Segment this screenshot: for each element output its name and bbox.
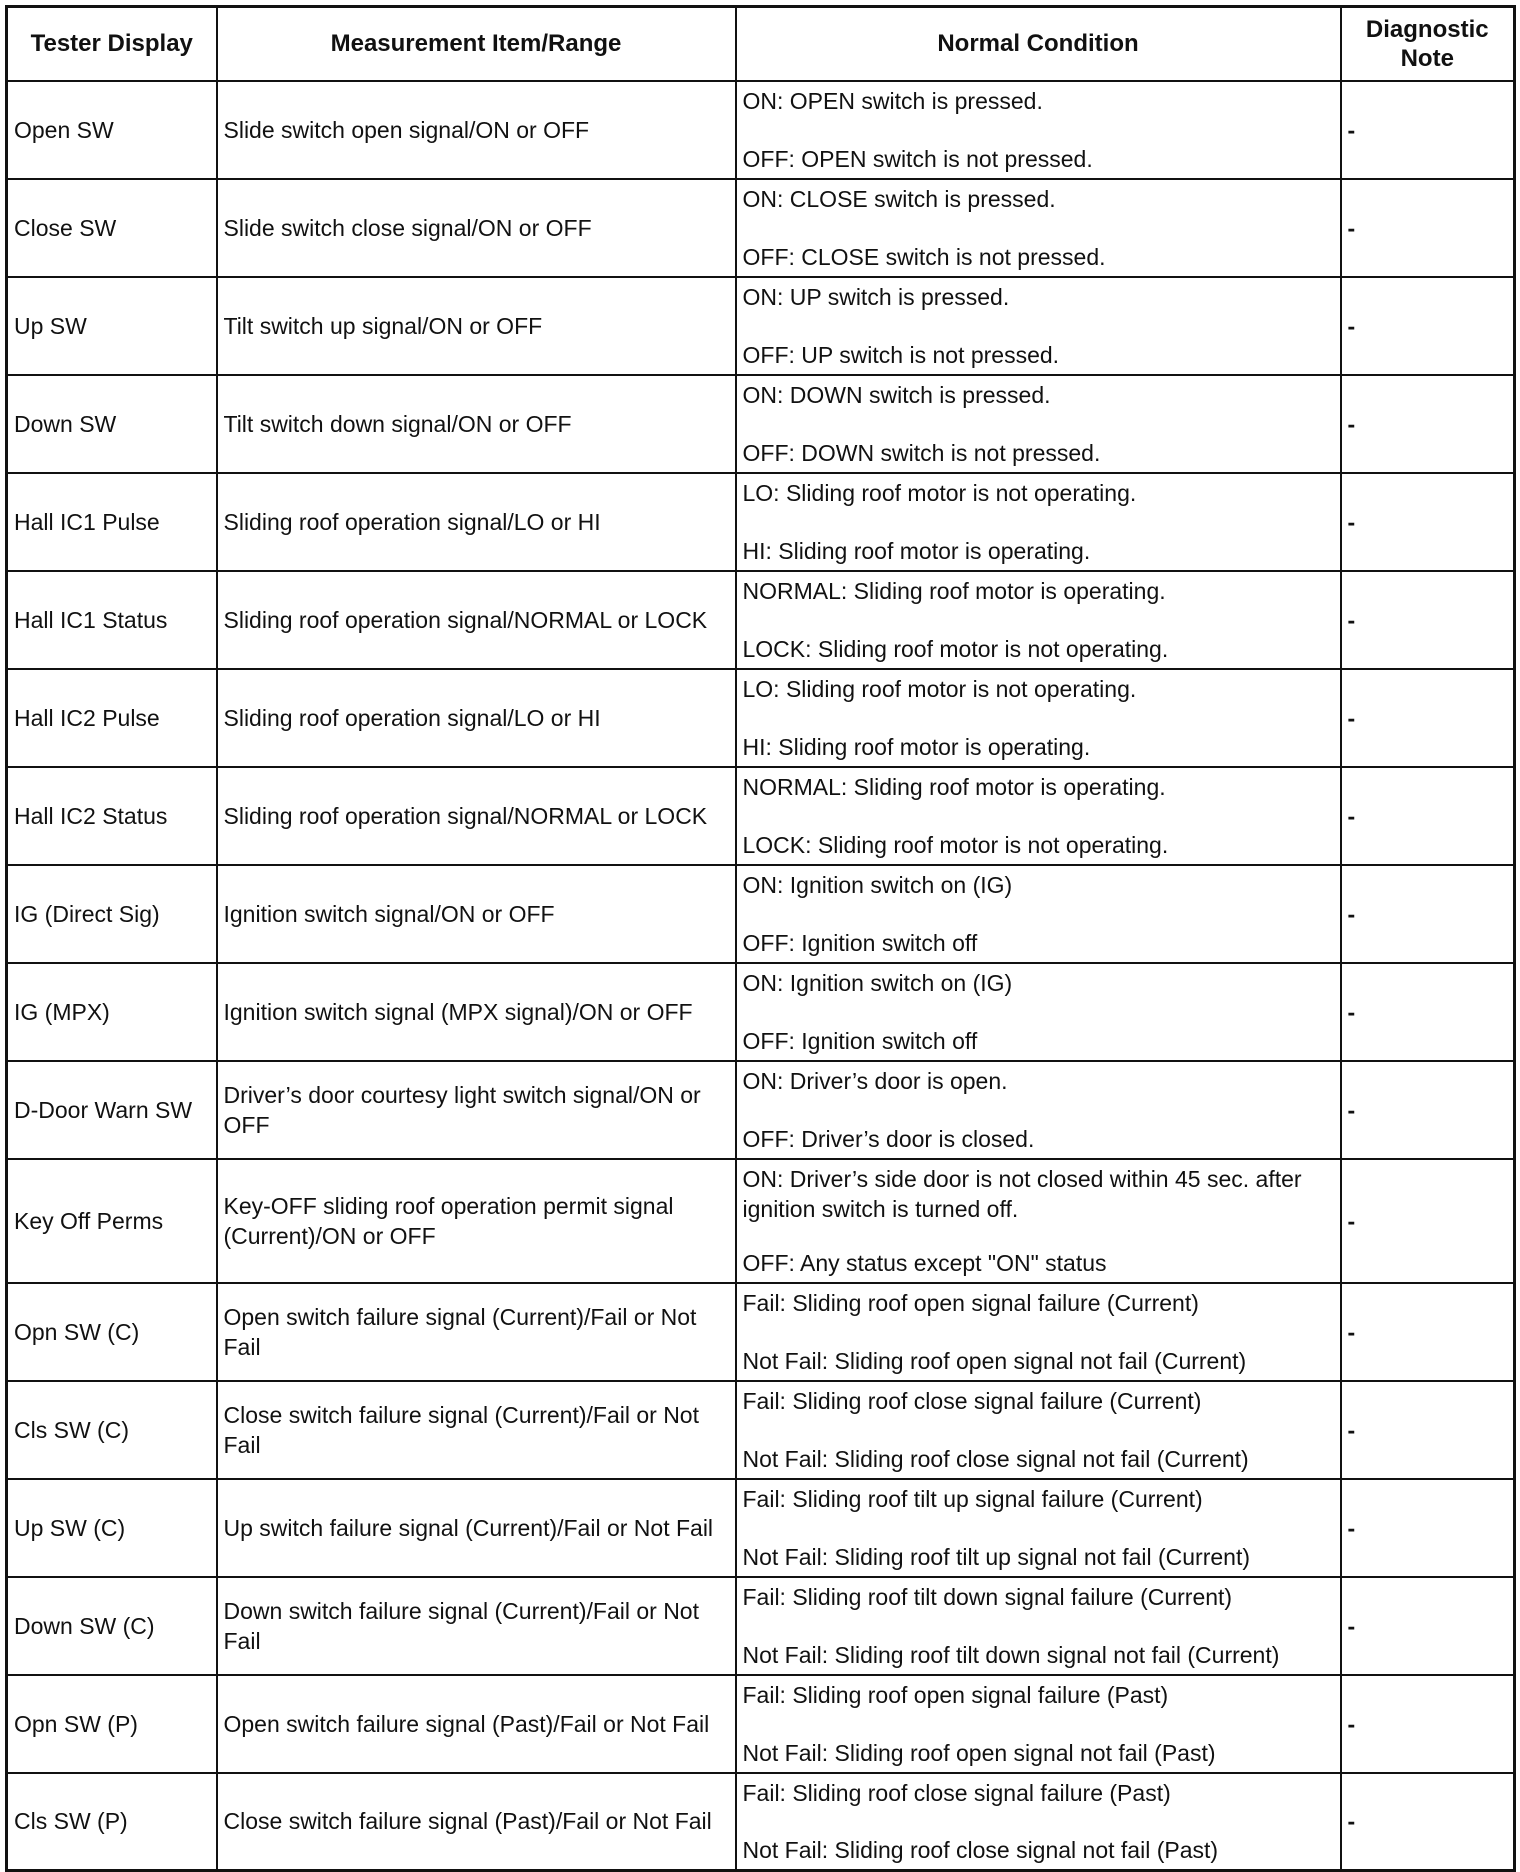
measurement-cell: Down switch failure signal (Current)/Fail or Not Fail [217,1577,736,1675]
table-row [7,179,1515,277]
tester-display-cell: D-Door Warn SW [7,1061,217,1159]
table-row [7,1283,1515,1381]
normal-condition-cell [736,375,1341,473]
condition-line-1: ON: UP switch is pressed. [742,283,1010,310]
condition-line-1: ON: DOWN switch is pressed. [742,381,1051,408]
condition-line-2: Not Fail: Sliding roof close signal not fail (Current) [742,1445,1249,1472]
tester-display-cell: Hall IC1 Pulse [7,473,217,571]
diagnostic-note-cell: - [1341,179,1515,277]
normal-condition-cell [736,865,1341,963]
tester-display-cell: Key Off Perms [7,1159,217,1283]
table-row [7,1159,1515,1283]
diagnostic-note-cell: - [1341,1381,1515,1479]
measurement-cell: Close switch failure signal (Past)/Fail or Not Fail [217,1773,736,1871]
measurement-cell: Sliding roof operation signal/NORMAL or LOCK [217,571,736,669]
condition-line-2: OFF: Any status except "ON" status [742,1249,1107,1276]
diagnostic-note-cell: - [1341,1675,1515,1773]
diagnostic-note-cell: - [1341,473,1515,571]
condition-line-1: Fail: Sliding roof open signal failure (Current) [742,1289,1199,1316]
table-header-row [7,7,1515,81]
condition-line-1: ON: Driver’s door is open. [742,1067,1008,1094]
table-row [7,277,1515,375]
condition-line-1: Fail: Sliding roof close signal failure (Current) [742,1387,1202,1414]
tester-display-cell: Close SW [7,179,217,277]
normal-condition-cell [736,277,1341,375]
measurement-cell: Slide switch open signal/ON or OFF [217,81,736,179]
normal-condition-cell [736,1061,1341,1159]
table-row [7,1577,1515,1675]
condition-line-2: HI: Sliding roof motor is operating. [742,537,1091,564]
measurement-cell: Slide switch close signal/ON or OFF [217,179,736,277]
tester-display-cell: Down SW [7,375,217,473]
normal-condition-cell [736,1675,1341,1773]
diagnostic-note-cell: - [1341,767,1515,865]
condition-line-1: LO: Sliding roof motor is not operating. [742,675,1137,702]
normal-condition-cell [736,1159,1341,1283]
diagnostic-note-cell: - [1341,1773,1515,1871]
tester-display-cell: Hall IC1 Status [7,571,217,669]
measurement-cell: Tilt switch down signal/ON or OFF [217,375,736,473]
table-row [7,669,1515,767]
tester-display-cell: Down SW (C) [7,1577,217,1675]
measurement-cell: Tilt switch up signal/ON or OFF [217,277,736,375]
measurement-cell: Sliding roof operation signal/LO or HI [217,473,736,571]
condition-line-2: Not Fail: Sliding roof tilt down signal not fail (Current) [742,1641,1280,1668]
normal-condition-cell [736,1381,1341,1479]
normal-condition-cell [736,81,1341,179]
table-row [7,473,1515,571]
diagnostic-note-cell: - [1341,1159,1515,1283]
diagnostic-note-cell: - [1341,963,1515,1061]
diagnostic-note-cell: - [1341,571,1515,669]
condition-line-1: NORMAL: Sliding roof motor is operating. [742,577,1166,604]
condition-line-1: ON: OPEN switch is pressed. [742,87,1043,114]
normal-condition-cell [736,669,1341,767]
condition-line-1: Fail: Sliding roof tilt up signal failure (Current) [742,1485,1203,1512]
table-row [7,963,1515,1061]
normal-condition-cell [736,571,1341,669]
condition-line-1: ON: Ignition switch on (IG) [742,871,1013,898]
table-row [7,1773,1515,1871]
condition-line-2: Not Fail: Sliding roof open signal not fail (Past) [742,1739,1216,1766]
data-list-table [5,5,1516,1872]
measurement-cell: Driver’s door courtesy light switch signal/ON or OFF [217,1061,736,1159]
table-row [7,1675,1515,1773]
tester-display-cell: Hall IC2 Pulse [7,669,217,767]
condition-line-2: OFF: Driver’s door is closed. [742,1125,1035,1152]
data-list-sheet [5,5,1513,1863]
tester-display-cell: Cls SW (C) [7,1381,217,1479]
normal-condition-cell [736,963,1341,1061]
normal-condition-cell [736,473,1341,571]
table-row [7,571,1515,669]
measurement-cell: Key-OFF sliding roof operation permit signal (Current)/ON or OFF [217,1159,736,1283]
measurement-cell: Close switch failure signal (Current)/Fail or Not Fail [217,1381,736,1479]
condition-line-1: Fail: Sliding roof close signal failure (Past) [742,1779,1171,1806]
condition-line-1: Fail: Sliding roof tilt down signal failure (Current) [742,1583,1233,1610]
tester-display-cell: Up SW [7,277,217,375]
tester-display-cell: Hall IC2 Status [7,767,217,865]
tester-display-cell: Opn SW (P) [7,1675,217,1773]
normal-condition-cell [736,1577,1341,1675]
table-row [7,81,1515,179]
tester-display-cell: Opn SW (C) [7,1283,217,1381]
measurement-cell: Ignition switch signal/ON or OFF [217,865,736,963]
diagnostic-note-cell: - [1341,1479,1515,1577]
condition-line-2: OFF: CLOSE switch is not pressed. [742,243,1106,270]
measurement-cell: Sliding roof operation signal/LO or HI [217,669,736,767]
condition-line-2: Not Fail: Sliding roof tilt up signal not fail (Current) [742,1543,1250,1570]
table-row [7,1061,1515,1159]
condition-line-2: LOCK: Sliding roof motor is not operating. [742,831,1169,858]
diagnostic-note-cell: - [1341,375,1515,473]
measurement-cell: Up switch failure signal (Current)/Fail or Not Fail [217,1479,736,1577]
condition-line-1: ON: CLOSE switch is pressed. [742,185,1056,212]
table-row [7,865,1515,963]
tester-display-cell: IG (MPX) [7,963,217,1061]
condition-line-1: ON: Driver’s side door is not closed within 45 sec. after ignition switch is turned off. [742,1165,1302,1222]
condition-line-2: OFF: Ignition switch off [742,1027,978,1054]
header-tester-display: Tester Display [7,7,217,81]
condition-line-2: OFF: OPEN switch is not pressed. [742,145,1093,172]
diagnostic-note-cell: - [1341,277,1515,375]
header-diagnostic-note: Diagnostic Note [1341,7,1515,81]
diagnostic-note-cell: - [1341,81,1515,179]
tester-display-cell: Up SW (C) [7,1479,217,1577]
condition-line-2: Not Fail: Sliding roof open signal not fail (Current) [742,1347,1247,1374]
normal-condition-cell [736,1479,1341,1577]
header-normal-condition: Normal Condition [736,7,1341,81]
condition-line-2: OFF: UP switch is not pressed. [742,341,1060,368]
condition-line-1: LO: Sliding roof motor is not operating. [742,479,1137,506]
diagnostic-note-cell: - [1341,669,1515,767]
tester-display-cell: IG (Direct Sig) [7,865,217,963]
tester-display-cell: Cls SW (P) [7,1773,217,1871]
normal-condition-cell [736,1283,1341,1381]
condition-line-2: LOCK: Sliding roof motor is not operating. [742,635,1169,662]
diagnostic-note-cell: - [1341,865,1515,963]
normal-condition-cell [736,767,1341,865]
table-body [7,81,1515,1871]
condition-line-1: Fail: Sliding roof open signal failure (Past) [742,1681,1169,1708]
diagnostic-note-cell: - [1341,1061,1515,1159]
condition-line-2: HI: Sliding roof motor is operating. [742,733,1091,760]
table-row [7,375,1515,473]
normal-condition-cell [736,179,1341,277]
condition-line-2: Not Fail: Sliding roof close signal not fail (Past) [742,1837,1219,1863]
condition-line-2: OFF: Ignition switch off [742,929,978,956]
condition-line-1: NORMAL: Sliding roof motor is operating. [742,773,1166,800]
header-measurement-item: Measurement Item/Range [217,7,736,81]
measurement-cell: Open switch failure signal (Past)/Fail or Not Fail [217,1675,736,1773]
diagnostic-note-cell: - [1341,1283,1515,1381]
measurement-cell: Open switch failure signal (Current)/Fail or Not Fail [217,1283,736,1381]
measurement-cell: Sliding roof operation signal/NORMAL or LOCK [217,767,736,865]
measurement-cell: Ignition switch signal (MPX signal)/ON or OFF [217,963,736,1061]
condition-line-1: ON: Ignition switch on (IG) [742,969,1013,996]
table-row [7,1479,1515,1577]
table-row [7,1381,1515,1479]
diagnostic-note-cell: - [1341,1577,1515,1675]
normal-condition-cell [736,1773,1341,1871]
table-row [7,767,1515,865]
condition-line-2: OFF: DOWN switch is not pressed. [742,439,1101,466]
tester-display-cell: Open SW [7,81,217,179]
